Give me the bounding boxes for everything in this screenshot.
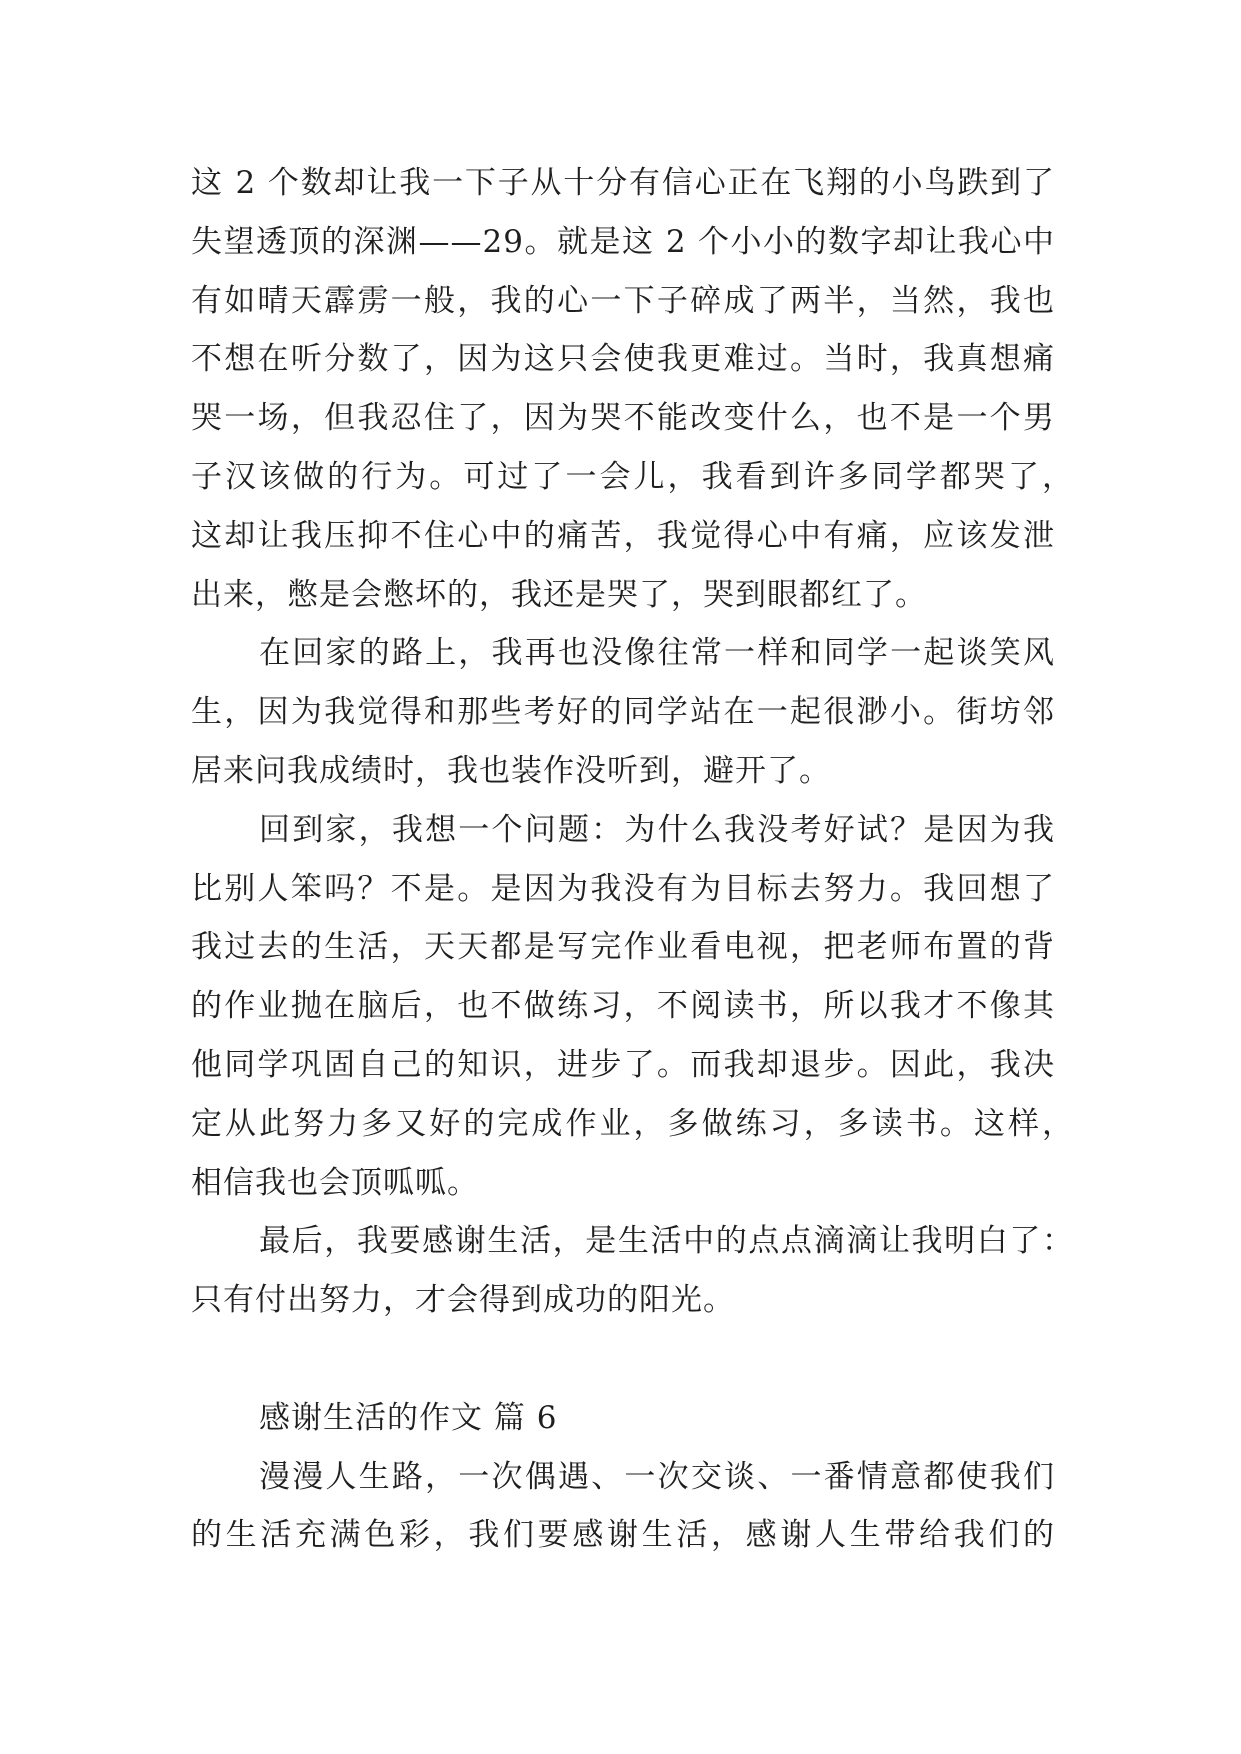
document-body bbox=[191, 154, 1074, 1565]
paragraph-spacer bbox=[191, 1330, 1055, 1389]
body-line: 不想在听分数了，因为这只会使我更难过。当时，我真想痛 bbox=[191, 341, 1055, 378]
body-line: 这却让我压抑不住心中的痛苦，我觉得心中有痛，应该发泄 bbox=[191, 517, 1055, 554]
body-line: 哭一场，但我忍住了，因为哭不能改变什么，也不是一个男 bbox=[191, 400, 1055, 437]
body-line: 的作业抛在脑后，也不做练习，不阅读书，所以我才不像其 bbox=[191, 988, 1055, 1025]
body-line: 我过去的生活，天天都是写完作业看电视，把老师布置的背 bbox=[191, 929, 1055, 966]
paragraph bbox=[191, 1448, 1055, 1566]
body-line: 子汉该做的行为。可过了一会儿，我看到许多同学都哭了， bbox=[191, 458, 1074, 495]
body-line: 漫漫人生路，一次偶遇、一次交谈、一番情意都使我们 bbox=[259, 1458, 1055, 1495]
body-line: 出来，憋是会憋坏的，我还是哭了，哭到眼都红了。 bbox=[191, 576, 927, 613]
paragraph bbox=[191, 1212, 1074, 1330]
body-line: 定从此努力多又好的完成作业，多做练习，多读书。这样， bbox=[191, 1105, 1074, 1142]
body-line: 最后，我要感谢生活，是生活中的点点滴滴让我明白了： bbox=[259, 1223, 1074, 1260]
body-line: 在回家的路上，我再也没像往常一样和同学一起谈笑风 bbox=[259, 635, 1055, 672]
paragraph bbox=[191, 624, 1055, 800]
body-line: 的生活充满色彩，我们要感谢生活，感谢人生带给我们的 bbox=[191, 1517, 1055, 1554]
section-title: 感谢生活的作文 篇 6 bbox=[259, 1399, 558, 1436]
body-line: 这 2 个数却让我一下子从十分有信心正在飞翔的小鸟跌到了 bbox=[191, 165, 1055, 201]
body-line: 相信我也会顶呱呱。 bbox=[191, 1164, 479, 1201]
body-line: 失望透顶的深渊——29。就是这 2 个小小的数字却让我心中 bbox=[191, 223, 1055, 260]
body-line: 生，因为我觉得和那些考好的同学站在一起很渺小。街坊邻 bbox=[191, 694, 1055, 731]
body-line: 只有付出努力，才会得到成功的阳光。 bbox=[191, 1282, 735, 1319]
body-line: 有如晴天霹雳一般，我的心一下子碎成了两半，当然，我也 bbox=[191, 282, 1055, 319]
body-line: 他同学巩固自己的知识，进步了。而我却退步。因此，我决 bbox=[191, 1046, 1055, 1083]
body-line: 比别人笨吗？不是。是因为我没有为目标去努力。我回想了 bbox=[191, 870, 1055, 907]
paragraph bbox=[191, 801, 1074, 1213]
body-line: 回到家，我想一个问题：为什么我没考好试？是因为我 bbox=[259, 811, 1055, 848]
body-line: 居来问我成绩时，我也装作没听到，避开了。 bbox=[191, 752, 831, 789]
paragraph bbox=[191, 154, 1074, 624]
